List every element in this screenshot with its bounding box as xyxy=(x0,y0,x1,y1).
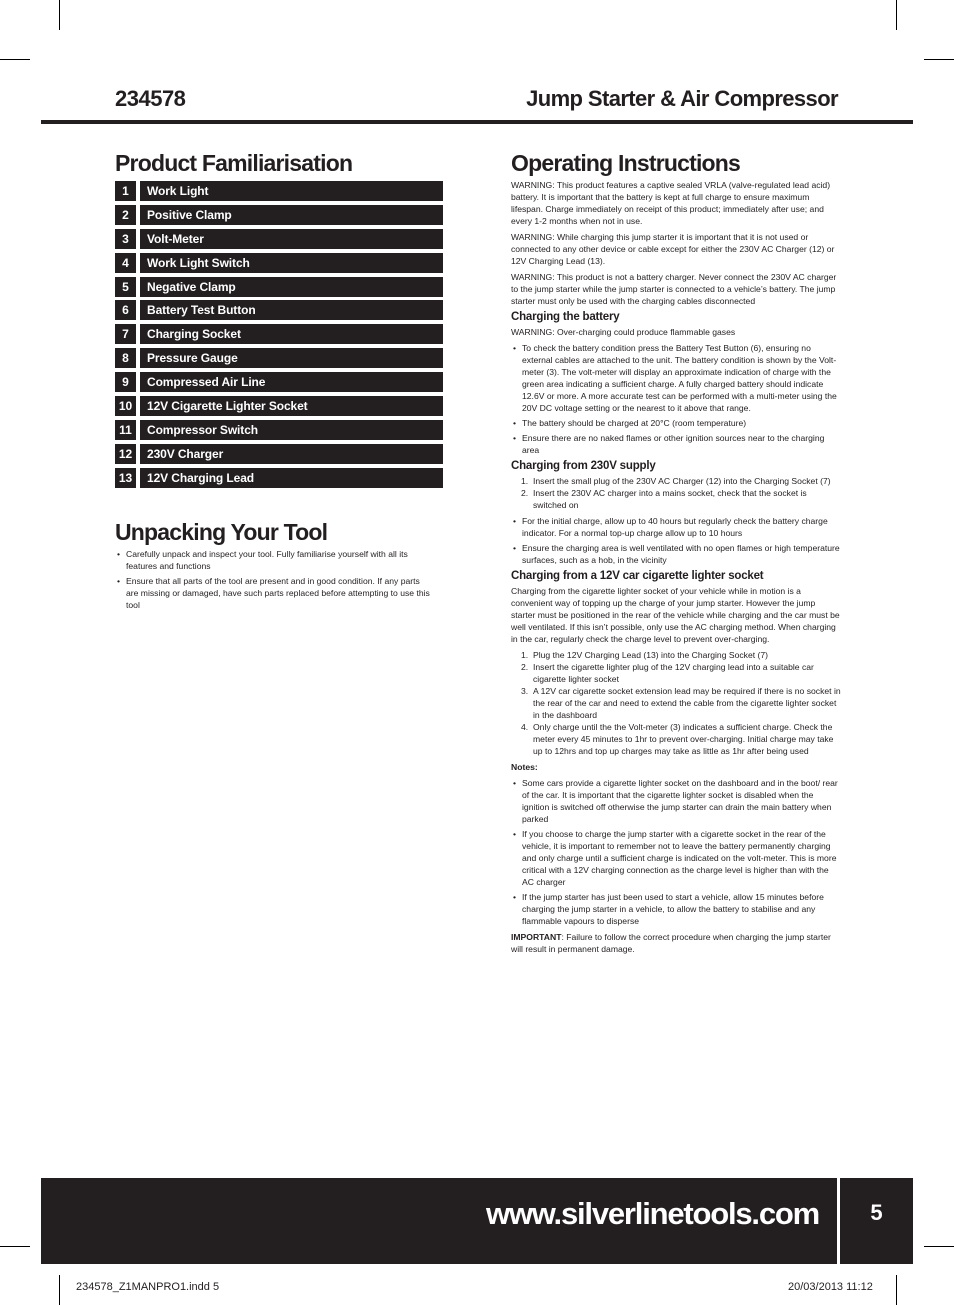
part-row xyxy=(115,444,443,464)
crop-mark xyxy=(924,59,954,60)
list-item: • To check the battery condition press the Battery Test Button (6), ensuring no external cables are attached to the unit. The battery condition is shown by the Volt-meter (3). The volt-meter will display an approximate indication of charge with the green area indicating a sufficient charge. A fully charged battery should indicate 12.6V or more. A more accurate test can be performed with a multi-meter using the 20V DC voltage setting or the nearest to it above that range. xyxy=(511,342,841,414)
part-row xyxy=(115,300,443,320)
charging-12v-heading: Charging from a 12V car cigarette lighter socket xyxy=(511,570,764,582)
part-number: 13 xyxy=(115,468,136,488)
charging-12v-intro: Charging from the cigarette lighter socket of your vehicle while in motion is a convenient way of topping up the charge of your jump starter. However the jump starter must be positioned in the rear of the vehicle while charging and the car must be well ventilated. If this isn’t possible, only use the AC charging method. When charging in the car, regularly check the charge level to prevent over-charging. xyxy=(511,586,840,644)
unpacking-heading: Unpacking Your Tool xyxy=(115,519,328,545)
unpacking-section xyxy=(115,548,433,615)
crop-mark xyxy=(59,1275,60,1305)
part-row xyxy=(115,372,443,392)
part-label: Negative Clamp xyxy=(140,277,443,297)
list-item: • Ensure that all parts of the tool are present and in good condition. If any parts are missing or damaged, have such parts replaced before attempting to use this tool xyxy=(115,575,433,611)
part-row xyxy=(115,181,443,201)
warning-text: WARNING: This product is not a battery charger. Never connect the 230V AC charger to the jump starter while the jump starter is connected to a vehicle’s battery. The jump starter must only be used with the charging cables disconnected xyxy=(511,272,837,306)
crop-mark xyxy=(0,59,30,60)
part-label: Compressed Air Line xyxy=(140,372,443,392)
step-item: 1. Plug the 12V Charging Lead (13) into the Charging Socket (7) xyxy=(521,650,769,660)
part-row xyxy=(115,277,443,297)
part-label: 12V Cigarette Lighter Socket xyxy=(140,396,443,416)
date-slug: 20/03/2013 11:12 xyxy=(788,1281,873,1293)
part-row xyxy=(115,253,443,273)
part-label: Positive Clamp xyxy=(140,205,443,225)
page-number: 5 xyxy=(840,1178,913,1264)
parts-list xyxy=(115,181,443,492)
page-title: Jump Starter & Air Compressor xyxy=(526,86,838,111)
part-row xyxy=(115,229,443,249)
operating-section xyxy=(511,179,841,959)
part-row xyxy=(115,420,443,440)
charging-battery-heading: Charging the battery xyxy=(511,311,620,323)
part-label: 12V Charging Lead xyxy=(140,468,443,488)
list-item: • Ensure the charging area is well ventilated with no open flames or high temperature surfaces, such as a hob, in the vicinity xyxy=(511,542,841,566)
warning-text: WARNING: Over-charging could produce flammable gases xyxy=(511,327,736,337)
step-item: 3. A 12V car cigarette socket extension lead may be required if there is no socket in the rear of the car and need to extend the cable from the cigarette lighter socket in the dashboard xyxy=(521,686,841,720)
file-slug: 234578_Z1MANPRO1.indd 5 xyxy=(76,1281,220,1293)
part-label: 230V Charger xyxy=(140,444,443,464)
operating-heading: Operating Instructions xyxy=(511,150,741,176)
list-item: • If the jump starter has just been used to start a vehicle, allow 15 minutes before charging the jump starter in a vehicle, to allow the battery to stabilise and any flammable vapours to disperse xyxy=(511,891,841,927)
list-item: • Carefully unpack and inspect your tool. Fully familiarise yourself with all its features and functions xyxy=(115,548,433,572)
part-number: 2 xyxy=(115,205,136,225)
part-label: Volt-Meter xyxy=(140,229,443,249)
list-item: • The battery should be charged at 20°C (room temperature) xyxy=(511,417,841,429)
list-item: • For the initial charge, allow up to 40 hours but regularly check the battery charge indicator. For a normal top-up charge allow up to 10 hours xyxy=(511,515,841,539)
step-item: 4. Only charge until the the Volt-meter (3) indicates a sufficient charge. Check the meter every 45 minutes to 1hr to prevent over-charging. Initial charge may take up to 12hrs and top up charges may take as little as 1hr after being used xyxy=(521,722,834,756)
important-note: IMPORTANT: Failure to follow the correct procedure when charging the jump starter will result in permanent damage. xyxy=(511,932,831,954)
warning-text: WARNING: This product features a captive sealed VRLA (valve-regulated lead acid) battery. It is important that the battery is kept at full charge to ensure maximum lifespan. Charge immediately on receipt of this product; immediately after use; and every 1-2 months when not in use. xyxy=(511,180,831,226)
part-number: 4 xyxy=(115,253,136,273)
part-label: Work Light xyxy=(140,181,443,201)
part-row xyxy=(115,324,443,344)
crop-mark xyxy=(924,1246,954,1247)
crop-mark xyxy=(59,0,60,30)
charging-230v-heading: Charging from 230V supply xyxy=(511,460,656,472)
crop-mark xyxy=(896,0,897,30)
part-number: 6 xyxy=(115,300,136,320)
part-number: 7 xyxy=(115,324,136,344)
part-row xyxy=(115,348,443,368)
step-item: 1. Insert the small plug of the 230V AC Charger (12) into the Charging Socket (7) xyxy=(521,476,831,486)
part-number: 12 xyxy=(115,444,136,464)
header-rule xyxy=(41,120,913,124)
part-number: 11 xyxy=(115,420,136,440)
warning-text: WARNING: While charging this jump starter it is important that it is not used or connected to any other device or cable except for either the 230V AC Charger (12) or 12V Charging Lead (13). xyxy=(511,232,835,266)
list-item: • Some cars provide a cigarette lighter socket on the dashboard and in the boot/ rear of the car. It is important that the cigarette lighter socket is disabled when the ignition is switched off otherwise the jump starter can drain the main battery when parked xyxy=(511,777,841,825)
crop-mark xyxy=(896,1275,897,1305)
part-label: Battery Test Button xyxy=(140,300,443,320)
part-row xyxy=(115,205,443,225)
familiarisation-heading: Product Familiarisation xyxy=(115,150,353,176)
part-number: 9 xyxy=(115,372,136,392)
part-number: 10 xyxy=(115,396,136,416)
part-number: 3 xyxy=(115,229,136,249)
part-number: 8 xyxy=(115,348,136,368)
crop-mark xyxy=(0,1246,30,1247)
list-item: • Ensure there are no naked flames or other ignition sources near to the charging area xyxy=(511,432,841,456)
part-label: Work Light Switch xyxy=(140,253,443,273)
notes-label: Notes: xyxy=(511,762,538,772)
step-item: 2. Insert the 230V AC charger into a mains socket, check that the socket is switched on xyxy=(521,488,807,510)
part-label: Charging Socket xyxy=(140,324,443,344)
list-item: • If you choose to charge the jump starter with a cigarette socket in the rear of the vehicle, it is important to remember not to leave the battery permanently charging and only charge until a sufficient charge is indicated on the volt-meter. This is more critical with a 12V charging connection as the charge level is higher than with the AC charger xyxy=(511,828,841,888)
part-row xyxy=(115,396,443,416)
model-number: 234578 xyxy=(115,86,186,111)
website-url: www.silverlinetools.com xyxy=(485,1196,819,1231)
part-number: 5 xyxy=(115,277,136,297)
part-label: Compressor Switch xyxy=(140,420,443,440)
part-row xyxy=(115,468,443,488)
footer-bar xyxy=(41,1178,837,1264)
part-number: 1 xyxy=(115,181,136,201)
step-item: 2. Insert the cigarette lighter plug of the 12V charging lead into a suitable car cigarette lighter socket xyxy=(521,662,814,684)
part-label: Pressure Gauge xyxy=(140,348,443,368)
